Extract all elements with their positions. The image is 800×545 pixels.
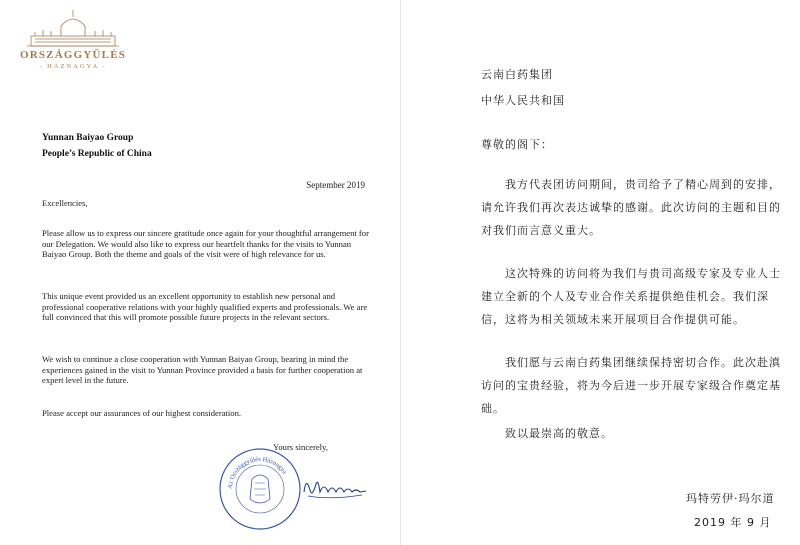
stamp-text: Az Országgyűlés Háznagya bbox=[226, 455, 288, 490]
closing: Yours sincerely, bbox=[273, 442, 328, 452]
paragraph-1: Please allow us to express our sincere gratitude once again for your thoughtful arrangement for our Delegation. We would also like to express our heartfelt thanks for the visits to Yunnan Baiyao Group. Both the theme and goals of the visit were of high relevance for us. bbox=[42, 228, 369, 260]
recipient-line-1: Yunnan Baiyao Group bbox=[42, 133, 134, 143]
recipient-line-2: People’s Republic of China bbox=[42, 149, 152, 159]
cn-signer: 玛特劳伊·玛尔道 bbox=[686, 492, 775, 505]
cn-paragraph-2: 这次特殊的访问将为我们与贵司高级专家及专业人士建立全新的个人及专业合作关系提供绝佳机会。我们深信，这将为相关领域未来开展项目合作提供可能。 bbox=[481, 267, 781, 326]
salutation: Excellencies, bbox=[42, 198, 88, 208]
cn-paragraph-3: 我们愿与云南白药集团继续保持密切合作。此次赴滇访问的宝贵经验，将为今后进一步开展专家级合作奠定基础。 bbox=[481, 356, 781, 415]
letterhead-name: ORSZÁGGYŰLÉS bbox=[19, 49, 127, 61]
cn-date: 2019 年 9 月 bbox=[694, 516, 772, 529]
cn-recipient-line-2: 中华人民共和国 bbox=[481, 94, 565, 107]
chinese-letter bbox=[400, 0, 800, 545]
official-stamp bbox=[218, 447, 302, 531]
signature bbox=[300, 470, 370, 505]
svg-text:Az Országgyűlés Háznagya bbox=[227, 456, 288, 489]
letterhead-subtitle: - HÁZNAGYA - bbox=[39, 63, 107, 70]
paragraph-3: We wish to continue a close cooperation with Yunnan Baiyao Group, bearing in mind the experiences gained in the visit to Yunnan Province provided a basis for further cooperation at expert level in the future. bbox=[42, 354, 363, 386]
letter-date: September 2019 bbox=[306, 180, 365, 190]
cn-closing: 致以最崇高的敬意。 bbox=[505, 427, 613, 440]
letterhead bbox=[18, 8, 128, 70]
paragraph-2: This unique event provided us an excellent opportunity to establish new personal and professional cooperative relations with your highly qualified experts and professionals. We are full convinced that this will promote possible future projects in the relevant sectors. bbox=[42, 291, 368, 323]
cn-paragraph-1: 我方代表团访问期间，贵司给予了精心周到的安排，请允许我们再次表达诚挚的感谢。此次访问的主题和目的对我们而言意义重大。 bbox=[481, 178, 781, 237]
cn-recipient-line-1: 云南白药集团 bbox=[481, 68, 553, 81]
paragraph-4: Please accept our assurances of our highest consideration. bbox=[42, 408, 242, 418]
cn-salutation: 尊敬的阁下： bbox=[481, 138, 553, 151]
parliament-building-icon bbox=[23, 8, 123, 48]
